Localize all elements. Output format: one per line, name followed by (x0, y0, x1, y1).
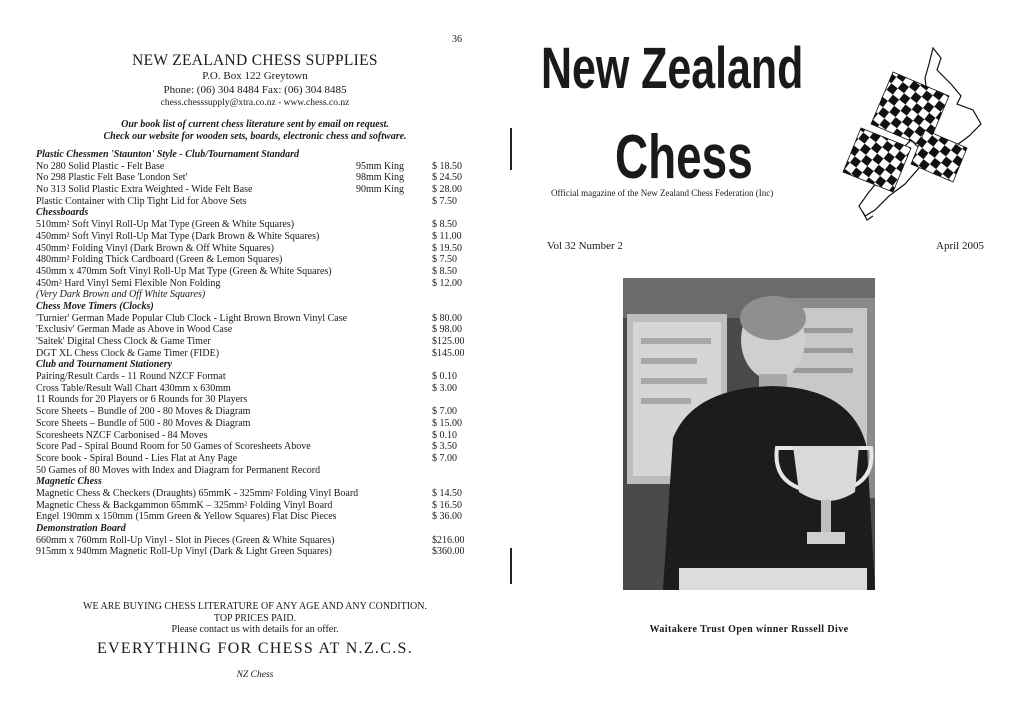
issue-volume: Vol 32 Number 2 (547, 240, 623, 252)
catalog-item (36, 172, 476, 184)
catalog-item (36, 418, 476, 430)
item-price: $ 7.50 (432, 254, 457, 266)
item-description: 'Exclusiv' German Made as Above in Wood Case (36, 324, 233, 336)
item-description: DGT XL Chess Clock & Game Timer (FIDE) (36, 347, 220, 359)
email-website: chess.chesssupply@xtra.co.nz - www.chess.co.nz (160, 98, 350, 108)
item-description: 450mm² Soft Vinyl Roll-Up Mat Type (Dark Brown & White Squares) (36, 230, 320, 242)
catalog-item (36, 383, 476, 395)
item-price: $ 7.00 (432, 406, 457, 418)
catalog-item (36, 546, 476, 558)
page-number: 36 (452, 34, 462, 45)
item-description: No 280 Solid Plastic - Felt Base (36, 160, 165, 172)
catalog-item (36, 511, 476, 523)
item-description: Score Sheets – Bundle of 500 - 80 Moves & Diagram (36, 417, 251, 429)
item-description: Plastic Container with Clip Tight Lid for Above Sets (36, 195, 247, 207)
item-description: 50 Games of 80 Moves with Index and Diagram for Permanent Record (36, 464, 321, 476)
item-description: 510mm² Soft Vinyl Roll-Up Mat Type (Green & White Squares) (36, 219, 295, 231)
catalog-item (36, 324, 476, 336)
catalog-item (36, 336, 476, 348)
item-description: Chess Move Timers (Clocks) (36, 300, 154, 312)
item-price: $145.00 (432, 347, 465, 359)
catalog-item (36, 488, 476, 500)
item-description: 'Turnier' German Made Popular Club Clock - Light Brown Brown Vinyl Case (36, 312, 348, 324)
item-price: $ 8.50 (432, 265, 457, 277)
item-price: $ 11.00 (432, 230, 462, 242)
item-price: $ 7.00 (432, 452, 457, 464)
item-description: Engel 190mm x 150mm (15mm Green & Yellow Squares) Flat Disc Pieces (36, 511, 337, 523)
item-description: (Very Dark Brown and Off White Squares) (36, 289, 206, 301)
issue-date: April 2005 (936, 240, 984, 252)
item-description: Demonstration Board (36, 523, 126, 534)
catalog-item (36, 453, 476, 465)
catalog-item (36, 231, 476, 243)
item-price: $125.00 (432, 336, 465, 347)
item-description: Plastic Chessmen 'Staunton' Style - Club/Tournament Standard (36, 149, 300, 160)
item-price: $ 80.00 (432, 312, 462, 324)
supplier-header (40, 52, 470, 143)
item-price: $216.00 (432, 534, 465, 546)
item-description: 915mm x 940mm Magnetic Roll-Up Vinyl (Dark & Light Green Squares) (36, 546, 332, 558)
buying-notice: WE ARE BUYING CHESS LITERATURE OF ANY AGE AND ANY CONDITION. (83, 601, 427, 612)
top-prices-notice: TOP PRICES PAID. (213, 612, 297, 624)
item-price: $ 12.00 (432, 277, 462, 289)
item-description: Cross Table/Result Wall Chart 430mm x 630mm (36, 382, 231, 394)
left-page (0, 0, 505, 724)
catalog-item (36, 348, 476, 360)
booklist-note: Our book list of current chess literature sent by email on request. (121, 119, 389, 130)
item-size: 95mm King (356, 160, 405, 172)
catalog-item (36, 441, 476, 453)
item-description: Magnetic Chess & Backgammon 65mmK – 325mm² Folding Vinyl Board (36, 499, 333, 511)
catalog-item (36, 465, 476, 477)
new-zealand-map-icon (841, 44, 991, 224)
right-page (505, 0, 1024, 724)
page-source: NZ Chess (236, 669, 274, 680)
item-price: $ 98.00 (432, 324, 462, 336)
item-description: 450m² Hard Vinyl Semi Flexible Non Folding (36, 277, 221, 289)
item-price: $ 24.50 (432, 172, 462, 184)
trophy-winner-image (623, 278, 875, 590)
item-description: Magnetic Chess & Checkers (Draughts) 65mmK - 325mm² Folding Vinyl Board (36, 487, 359, 499)
item-price: $ 19.50 (432, 242, 462, 254)
catalog-item (36, 430, 476, 442)
catalog-item (36, 196, 476, 208)
item-size: 90mm King (356, 184, 405, 196)
catalog-item (36, 394, 476, 406)
item-description: Pairing/Result Cards - 11 Round NZCF Format (36, 371, 226, 383)
item-description: 660mm x 760mm Roll-Up Vinyl - Slot in Pieces (Green & White Squares) (36, 534, 335, 546)
catalog-item (36, 184, 476, 196)
catalog-item (36, 500, 476, 512)
item-description: 480mm² Folding Thick Cardboard (Green & Lemon Squares) (36, 254, 283, 266)
catalog-section-heading (36, 301, 476, 313)
item-description: Score book - Spiral Bound - Lies Flat at Any Page (36, 452, 238, 464)
slogan: EVERYTHING FOR CHESS AT N.Z.C.S. (96, 639, 413, 657)
item-description: 450mm x 470mm Soft Vinyl Roll-Up Mat Type (Green & White Squares) (36, 265, 332, 277)
supplier-footer (40, 601, 470, 680)
contact-notice: Please contact us with details for an offer. (171, 624, 339, 636)
masthead-title: New Zealand (541, 36, 804, 101)
item-description: Chessboards (36, 207, 89, 219)
phone-fax: Phone: (06) 304 8484 Fax: (06) 304 8485 (163, 83, 347, 96)
item-price: $ 3.50 (432, 441, 457, 453)
catalog-item (36, 243, 476, 255)
item-price: $ 3.00 (432, 382, 457, 394)
item-description: Club and Tournament Stationery (36, 359, 173, 371)
item-description: 'Saitek' Digital Chess Clock & Game Timer (36, 336, 211, 347)
catalog-item (36, 219, 476, 231)
item-description: 11 Rounds for 20 Players or 6 Rounds for 30 Players (36, 394, 248, 406)
item-price: $ 0.10 (432, 429, 457, 441)
website-note: Check our website for wooden sets, boards, electronic chess and software. (103, 131, 407, 142)
catalog-item (36, 371, 476, 383)
catalog-section-heading (36, 476, 476, 488)
catalog-item (36, 161, 476, 173)
item-price: $ 14.50 (432, 487, 462, 499)
catalog-item (36, 278, 476, 290)
masthead-chess: Chess (615, 123, 753, 192)
item-size: 98mm King (356, 172, 405, 184)
cover-photo (623, 278, 875, 590)
item-description: Score Sheets – Bundle of 200 - 80 Moves & Diagram (36, 406, 251, 418)
nz-checkerboard-logo (841, 44, 991, 229)
item-description: Scoresheets NZCF Carbonised - 84 Moves (36, 429, 208, 441)
item-price: $ 28.00 (432, 184, 462, 196)
item-price: $ 0.10 (432, 371, 457, 383)
item-price: $ 18.50 (432, 160, 462, 172)
catalog-note (36, 289, 476, 301)
postal-address: P.O. Box 122 Greytown (202, 70, 308, 82)
catalog-section-heading (36, 149, 476, 161)
catalog-item (36, 535, 476, 547)
catalog-section-heading (36, 207, 476, 219)
catalog-item (36, 406, 476, 418)
item-price: $ 15.00 (432, 417, 462, 429)
catalog-section-heading (36, 523, 476, 535)
catalog-item (36, 254, 476, 266)
item-price: $ 8.50 (432, 219, 457, 231)
item-price: $ 36.00 (432, 511, 462, 523)
item-price: $ 16.50 (432, 499, 462, 511)
price-list (36, 149, 476, 558)
magazine-subtitle: Official magazine of the New Zealand Chess Federation (Inc) (551, 188, 774, 198)
catalog-section-heading (36, 359, 476, 371)
item-description: Score Pad - Spiral Bound Room for 50 Games of Scoresheets Above (36, 441, 311, 453)
item-description: Magnetic Chess (36, 476, 102, 488)
item-description: No 313 Solid Plastic Extra Weighted - Wide Felt Base (36, 184, 253, 196)
item-description: 450mm² Folding Vinyl (Dark Brown & Off White Squares) (36, 242, 274, 254)
item-description: No 298 Plastic Felt Base 'London Set' (36, 172, 188, 184)
catalog-item (36, 266, 476, 278)
catalog-item (36, 313, 476, 325)
photo-caption: Waitakere Trust Open winner Russell Dive (649, 624, 849, 635)
item-price: $ 7.50 (432, 195, 457, 207)
company-name: NEW ZEALAND CHESS SUPPLIES (132, 52, 378, 69)
item-price: $360.00 (432, 546, 465, 558)
